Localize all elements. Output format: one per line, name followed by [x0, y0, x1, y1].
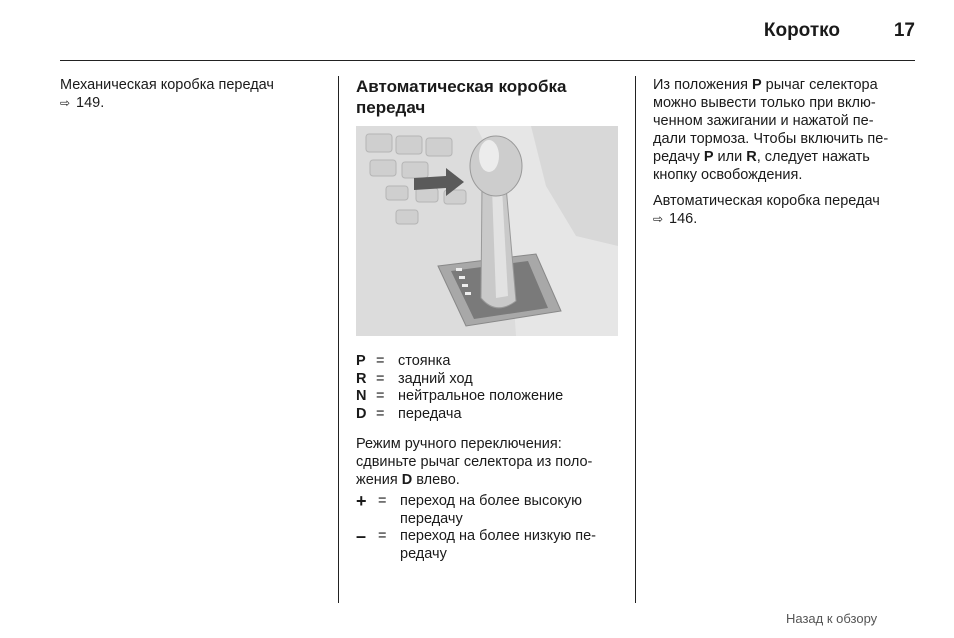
- text-fragment: Из положения: [653, 77, 752, 93]
- legend-row: [356, 388, 621, 406]
- back-to-overview-link[interactable]: Назад к обзору: [786, 611, 878, 626]
- legend-text: нейтральное положение: [398, 388, 564, 404]
- legend-key: N: [356, 388, 367, 404]
- legend-key: D: [356, 405, 367, 422]
- column-divider-left: [338, 76, 339, 603]
- gear-p: P: [751, 77, 762, 93]
- legend-text: передача: [398, 405, 462, 422]
- para-line: кнопку освобождения.: [653, 167, 803, 183]
- shift-row-down: [356, 528, 621, 563]
- manual-line: Режим ручного переключения:: [356, 436, 562, 452]
- manual-gearbox-text: Механическая коробка передач: [60, 77, 274, 93]
- legend-eq: =: [376, 370, 385, 387]
- gear-legend: [356, 353, 621, 423]
- shift-text-line: передачу: [400, 510, 463, 527]
- shift-text: [400, 528, 621, 563]
- xref-arrow-icon: ⇨: [60, 96, 71, 110]
- xref-page[interactable]: 146.: [669, 211, 698, 227]
- minus-icon: –: [356, 526, 367, 546]
- column-right: [653, 76, 918, 228]
- text-fragment: или: [713, 149, 747, 165]
- gear-selector-illustration: [356, 126, 618, 336]
- para-line: [653, 148, 918, 166]
- header-divider: [60, 60, 915, 61]
- column-left: [60, 76, 330, 112]
- legend-text: задний ход: [398, 370, 473, 387]
- text-fragment: , следует нажать: [756, 149, 870, 165]
- section-title-line2: передач: [356, 98, 426, 117]
- manual-line: сдвиньте рычаг селектора из поло-: [356, 454, 593, 470]
- shift-eq: =: [378, 493, 387, 509]
- xref-page[interactable]: 149.: [76, 95, 105, 111]
- shift-legend: [356, 493, 621, 563]
- manual-line: [356, 471, 621, 489]
- manual-gearbox-xref[interactable]: [60, 94, 330, 112]
- section-title: [356, 76, 621, 118]
- para-line: дали тормоза. Чтобы включить пе-: [653, 131, 889, 147]
- page-header-title: Коротко: [763, 20, 840, 41]
- legend-eq: =: [376, 388, 385, 404]
- manual-text-fragment: влево.: [412, 472, 460, 488]
- shift-text-line: переход на более высокую: [400, 493, 583, 509]
- legend-row: [356, 371, 621, 389]
- section-title-line1: Автоматическая коробка: [356, 77, 567, 96]
- xref-arrow-icon: ⇨: [653, 212, 664, 226]
- page-number: 17: [893, 20, 915, 41]
- gear-p: P: [703, 149, 714, 165]
- para-line: ченном зажигании и нажатой пе-: [653, 113, 874, 129]
- shift-row-up: [356, 493, 621, 528]
- gear-r: R: [746, 149, 757, 165]
- column-divider-right: [635, 76, 636, 603]
- legend-row: [356, 406, 621, 424]
- para-line: можно вывести только при вклю-: [653, 95, 876, 111]
- column-middle: [356, 76, 621, 563]
- legend-text: стоянка: [398, 353, 451, 369]
- manual-text-fragment: жения: [356, 472, 402, 488]
- shift-text-line: переход на более низкую пе-: [400, 528, 596, 544]
- para-line: [653, 76, 918, 94]
- legend-key: R: [356, 370, 367, 387]
- legend-eq: =: [376, 353, 385, 369]
- release-button-paragraph: [653, 76, 918, 184]
- plus-icon: +: [356, 491, 367, 511]
- text-fragment: рычаг селектора: [761, 77, 878, 93]
- shift-eq: =: [378, 528, 387, 544]
- legend-key: P: [356, 353, 366, 369]
- manual-mode-text: [356, 435, 621, 489]
- auto-gearbox-text: Автоматическая коробка передач: [653, 193, 880, 209]
- legend-row: [356, 353, 621, 371]
- auto-gearbox-xref[interactable]: [653, 210, 918, 228]
- shift-text-line: редачу: [400, 545, 447, 562]
- shift-text: [400, 493, 621, 528]
- text-fragment: редачу: [653, 149, 704, 165]
- legend-eq: =: [376, 405, 385, 422]
- manual-text-gear: D: [401, 472, 413, 488]
